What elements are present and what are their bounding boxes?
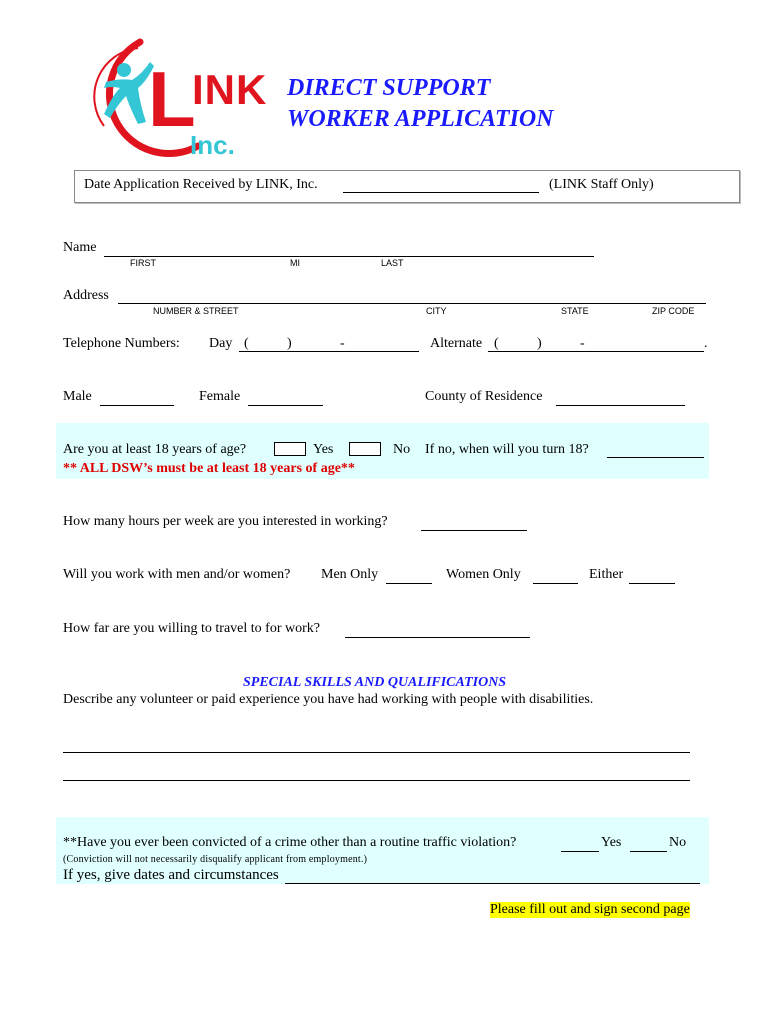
name-last-caption: LAST: [381, 258, 404, 268]
conviction-details-label: If yes, give dates and circumstances: [63, 867, 279, 883]
age-no-label: No: [393, 442, 411, 457]
day-phone-label: Day: [209, 336, 233, 351]
either-field[interactable]: [629, 583, 675, 584]
county-label: County of Residence: [425, 389, 543, 404]
conviction-note: (Conviction will not necessarily disqualify applicant from employment.): [63, 854, 368, 865]
second-page-reminder: Please fill out and sign second page: [490, 902, 690, 917]
hours-question: How many hours per week are you interested in working?: [63, 514, 388, 529]
address-city-caption: CITY: [426, 306, 447, 316]
name-mi-caption: MI: [290, 258, 300, 268]
conviction-no-label: No: [669, 835, 687, 850]
hours-field[interactable]: [421, 530, 527, 531]
women-only-field[interactable]: [533, 583, 578, 584]
either-label: Either: [589, 567, 624, 582]
age-question-label: Are you at least 18 years of age?: [63, 442, 247, 457]
form-title-line1: DIRECT SUPPORT: [287, 75, 491, 101]
address-zip-caption: ZIP CODE: [652, 306, 695, 316]
work-with-question: Will you work with men and/or women?: [63, 567, 291, 582]
day-phone-paren-open: (: [244, 336, 249, 351]
skills-prompt: Describe any volunteer or paid experience you have had working with people with disabilities.: [63, 692, 594, 707]
conviction-details-field[interactable]: [285, 883, 700, 884]
staff-date-field[interactable]: [343, 192, 539, 193]
age-requirement-warning: ** ALL DSW’s must be at least 18 years of age**: [63, 461, 355, 476]
alternate-phone-dash: -: [580, 336, 585, 351]
conviction-question: **Have you ever been convicted of a crime other than a routine traffic violation?: [63, 835, 517, 850]
male-label: Male: [63, 389, 92, 404]
day-phone-dash: -: [340, 336, 345, 351]
svg-text:L: L: [148, 55, 196, 143]
staff-only-note: (LINK Staff Only): [549, 177, 654, 192]
address-field[interactable]: [118, 303, 706, 304]
women-only-label: Women Only: [446, 567, 521, 582]
age-followup-field[interactable]: [607, 457, 704, 458]
age-yes-checkbox[interactable]: [274, 442, 306, 456]
age-followup-label: If no, when will you turn 18?: [425, 442, 589, 457]
svg-text:Inc.: Inc.: [190, 130, 235, 160]
staff-date-label: Date Application Received by LINK, Inc.: [84, 177, 318, 192]
special-skills-heading: SPECIAL SKILLS AND QUALIFICATIONS: [243, 675, 507, 690]
day-phone-paren-close: ): [287, 336, 292, 351]
name-label: Name: [63, 240, 97, 255]
conviction-no-field[interactable]: [630, 851, 667, 852]
link-inc-logo: [80, 34, 285, 164]
telephone-label: Telephone Numbers:: [63, 336, 180, 351]
alternate-phone-paren-close: ): [537, 336, 542, 351]
men-only-field[interactable]: [386, 583, 432, 584]
skills-answer-line-1[interactable]: [63, 752, 690, 753]
age-yes-label: Yes: [313, 442, 334, 457]
day-phone-field[interactable]: [239, 351, 419, 352]
male-field[interactable]: [100, 405, 174, 406]
age-no-checkbox[interactable]: [349, 442, 381, 456]
conviction-yes-label: Yes: [601, 835, 622, 850]
alternate-phone-field[interactable]: [488, 351, 704, 352]
alternate-phone-label: Alternate: [430, 336, 483, 351]
female-field[interactable]: [248, 405, 323, 406]
men-only-label: Men Only: [321, 567, 379, 582]
travel-question: How far are you willing to travel to for work?: [63, 621, 320, 636]
address-state-caption: STATE: [561, 306, 589, 316]
conviction-yes-field[interactable]: [561, 851, 599, 852]
county-field[interactable]: [556, 405, 685, 406]
name-first-caption: FIRST: [130, 258, 156, 268]
form-title-line2: WORKER APPLICATION: [287, 106, 554, 132]
female-label: Female: [199, 389, 241, 404]
name-field[interactable]: [104, 256, 594, 257]
travel-field[interactable]: [345, 637, 530, 638]
address-street-caption: NUMBER & STREET: [153, 306, 239, 316]
address-label: Address: [63, 288, 109, 303]
alternate-phone-period: .: [704, 336, 708, 351]
alternate-phone-paren-open: (: [494, 336, 499, 351]
svg-text:INK: INK: [192, 66, 268, 113]
skills-answer-line-2[interactable]: [63, 780, 690, 781]
